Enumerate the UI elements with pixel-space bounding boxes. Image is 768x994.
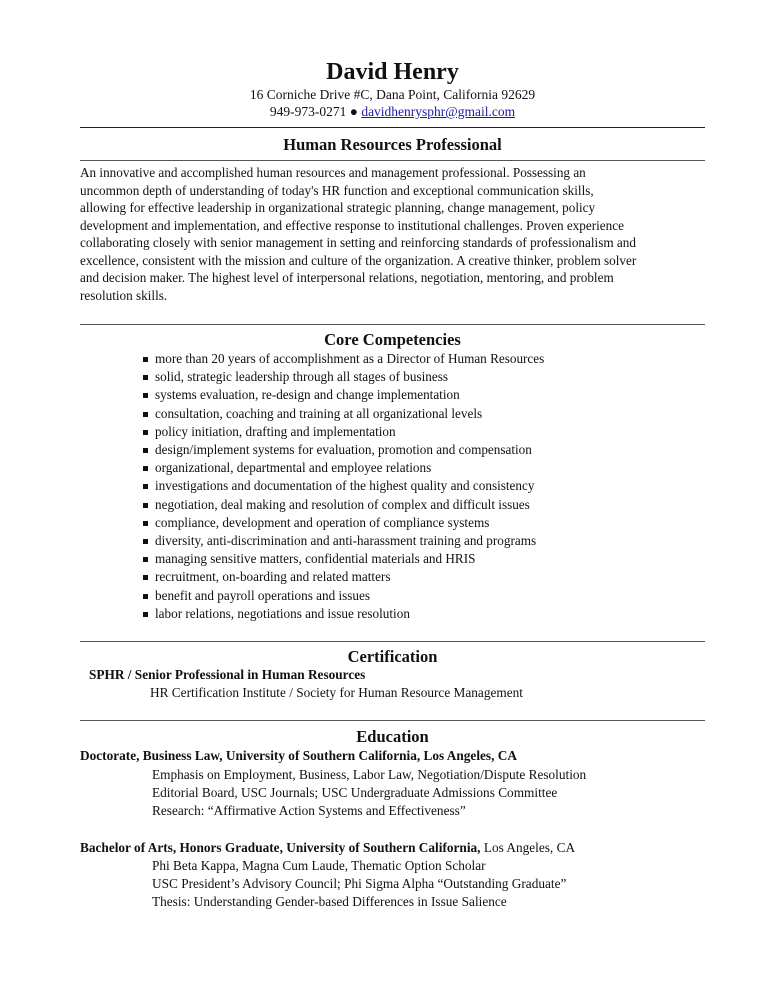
- certification-organization: HR Certification Institute / Society for Human Resource Management: [150, 685, 523, 700]
- competency-item: negotiation, deal making and resolution of complex and difficult issues: [140, 496, 544, 514]
- summary-line: and decision maker. The highest level of interpersonal relations, negotiation, mentoring, and problem: [80, 270, 614, 285]
- competency-item: labor relations, negotiations and issue resolution: [140, 605, 544, 623]
- degree-title: Bachelor of Arts, Honors Graduate, University of Southern California,: [80, 840, 481, 855]
- summary-line: resolution skills.: [80, 287, 168, 303]
- summary-line: An innovative and accomplished human resources and management professional. Possessing an: [80, 165, 586, 180]
- education-title: Education: [356, 727, 429, 746]
- competencies-title: Core Competencies: [324, 330, 461, 349]
- certification-name: SPHR / Senior Professional in Human Resources: [89, 667, 366, 682]
- competency-item: policy initiation, drafting and implementation: [140, 423, 544, 441]
- competency-item: recruitment, on-boarding and related matters: [140, 568, 544, 586]
- degree-detail: Thesis: Understanding Gender-based Differences in Issue Salience: [152, 894, 507, 909]
- competencies-divider: [80, 641, 705, 642]
- header-divider: [80, 127, 705, 128]
- summary-line: allowing for effective leadership in organizational strategic planning, change management, policy: [80, 200, 596, 215]
- certification-divider: [80, 720, 705, 721]
- summary-line: uncommon depth of understanding of today's HR function and exceptional communication skills,: [80, 182, 594, 198]
- summary-divider: [80, 324, 705, 325]
- competencies-list: [140, 350, 544, 623]
- contact-line: [80, 104, 705, 120]
- degree-detail: Emphasis on Employment, Business, Labor Law, Negotiation/Dispute Resolution: [152, 767, 587, 782]
- competency-item: compliance, development and operation of compliance systems: [140, 514, 544, 532]
- summary-line: collaborating closely with senior management in setting and reinforcing standards of professionalism and: [80, 235, 636, 250]
- headline-divider: [80, 160, 705, 161]
- degree-location: Los Angeles, CA: [480, 840, 576, 855]
- professional-summary: [80, 164, 710, 304]
- competency-item: diversity, anti-discrimination and anti-harassment training and programs: [140, 532, 544, 550]
- candidate-name: David Henry: [326, 59, 459, 85]
- headline: Human Resources Professional: [283, 135, 502, 154]
- competency-item: solid, strategic leadership through all stages of business: [140, 368, 544, 386]
- degree-detail: Editorial Board, USC Journals; USC Undergraduate Admissions Committee: [152, 785, 558, 800]
- phone: 949-973-0271: [269, 104, 347, 119]
- competency-item: managing sensitive matters, confidential materials and HRIS: [140, 550, 544, 568]
- degree-detail: Phi Beta Kappa, Magna Cum Laude, Thematic Option Scholar: [152, 858, 486, 873]
- email-link[interactable]: davidhenrysphr@gmail.com: [361, 104, 516, 119]
- degree-heading: [80, 839, 575, 857]
- competency-item: benefit and payroll operations and issues: [140, 587, 544, 605]
- competency-item: systems evaluation, re-design and change implementation: [140, 386, 544, 404]
- competency-item: investigations and documentation of the highest quality and consistency: [140, 477, 544, 495]
- summary-line: excellence, consistent with the mission and culture of the organization. A creative thinker, problem solver: [80, 252, 637, 268]
- bullet-separator: ●: [349, 104, 358, 119]
- address: 16 Corniche Drive #C, Dana Point, California 92629: [249, 87, 536, 102]
- competency-item: consultation, coaching and training at all organizational levels: [140, 405, 544, 423]
- degree-detail: Research: “Affirmative Action Systems and Effectiveness”: [152, 803, 466, 818]
- competency-item: organizational, departmental and employee relations: [140, 459, 544, 477]
- competency-item: design/implement systems for evaluation, promotion and compensation: [140, 441, 544, 459]
- summary-line: development and implementation, and effective response to institutional challenges. Proven experience: [80, 217, 624, 233]
- certification-title: Certification: [347, 647, 438, 666]
- competency-item: more than 20 years of accomplishment as a Director of Human Resources: [140, 350, 544, 368]
- degree-detail: USC President’s Advisory Council; Phi Sigma Alpha “Outstanding Graduate”: [152, 876, 567, 891]
- degree-heading: [80, 747, 517, 765]
- degree-title: Doctorate, Business Law, University of Southern California, Los Angeles, CA: [80, 748, 517, 763]
